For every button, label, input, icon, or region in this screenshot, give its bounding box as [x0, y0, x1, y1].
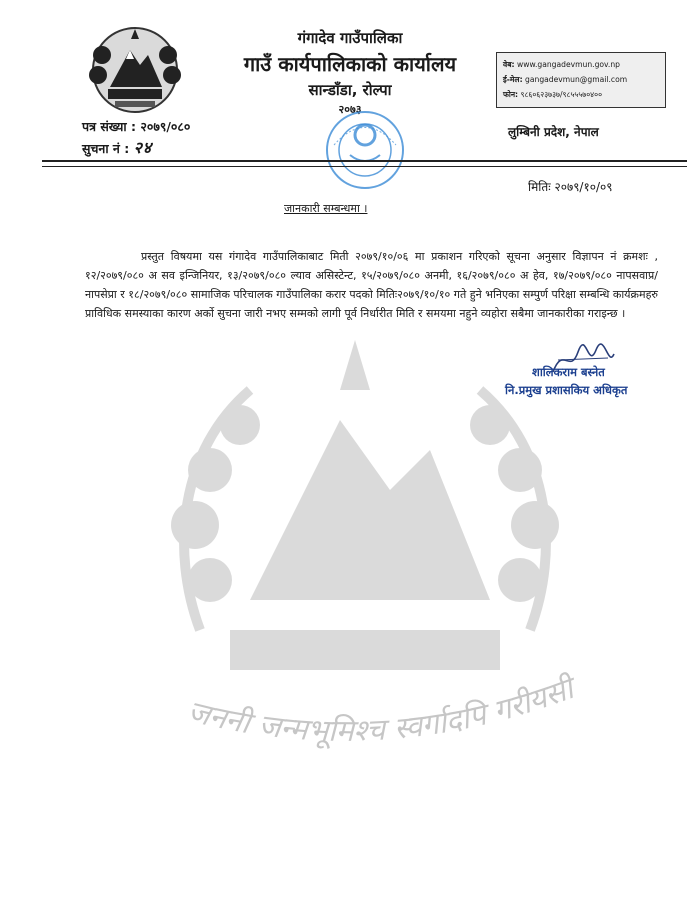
established-year: २०७३: [338, 103, 362, 116]
letter-number-label: पत्र संख्या :: [82, 119, 136, 134]
contact-web: [503, 57, 659, 72]
signer-name: शालिकराम बस्नेत: [532, 365, 605, 379]
notice-number-label: सुचना नं :: [82, 141, 130, 156]
notice-number-value: २४: [133, 138, 153, 157]
signer-title: नि.प्रमुख प्रशासकिय अधिकृत: [505, 383, 628, 397]
email-label: ई-मेल:: [503, 75, 523, 84]
phone-label: फोन:: [503, 90, 519, 99]
office-address: सान्डाँडा, रोल्पा: [308, 81, 392, 99]
web-link[interactable]: www.gangadevmun.gov.np: [517, 60, 620, 69]
contact-box: [496, 52, 666, 108]
letter-number-value: २०७९/०८०: [140, 119, 191, 134]
header-divider-top: [42, 160, 687, 162]
watermark-motto-path: जननी जन्मभूमिश्च स्वर्गादपि गरीयसी: [184, 671, 579, 749]
watermark-motto: [176, 671, 579, 770]
letter-date: मितिः २०७९/१०/०९: [528, 180, 613, 194]
letter-number: [82, 118, 190, 135]
subject: जानकारी सम्बन्धमा ।: [284, 202, 368, 215]
government-emblem-logo: [80, 25, 190, 115]
notice-number: [82, 136, 152, 158]
contact-email: [503, 72, 659, 87]
web-label: वेब:: [503, 60, 515, 69]
notice-body: प्रस्तुत विषयमा यस गंगादेव गाउँपालिकाबाट मिती २०७९/१०/०६ मा प्रकाशन गरिएको सूचना अनुसार विज्ञापन नं क्रमशः , १२/२०७९/०८० अ सव इन्जिनियर, १३/२०७९/०८० ल्याव असिस्टेन्ट, १५/२०७९/०८० अनमी, १६/२०७९/०८० अ हेव, १७/२०७९/०८० नापसवाप्र/नापसेप्रा र १८/२०७९/०८० सामाजिक परिचालक गाउँपालिका करार पदको मितिः२०७९/१०/१० गते हुने भनिएका सम्पुर्ण परिक्षा सम्बन्धि कार्यक्रमहरु प्राविधिक समस्याका कारण अर्को सुचना जारी नभए सम्मको लागी पूर्व निर्धारीत मिति र समयमा नहुने व्यहोरा सबैमा जानकारीका गराइन्छ ।: [85, 250, 659, 320]
office-name: गंगादेव गाउँपालिका: [297, 29, 403, 47]
email-link[interactable]: gangadevmun@gmail.com: [525, 75, 628, 84]
province: लुम्बिनी प्रदेश, नेपाल: [508, 125, 599, 139]
office-stamp: [320, 105, 410, 195]
phone-number: ९८६०६२३७३७/९८५५५७०४००: [520, 90, 603, 99]
header-divider-bottom: [42, 166, 687, 167]
office-title: गाउँ कार्यपालिकाको कार्यालय: [243, 52, 457, 76]
contact-phone: [503, 87, 659, 102]
